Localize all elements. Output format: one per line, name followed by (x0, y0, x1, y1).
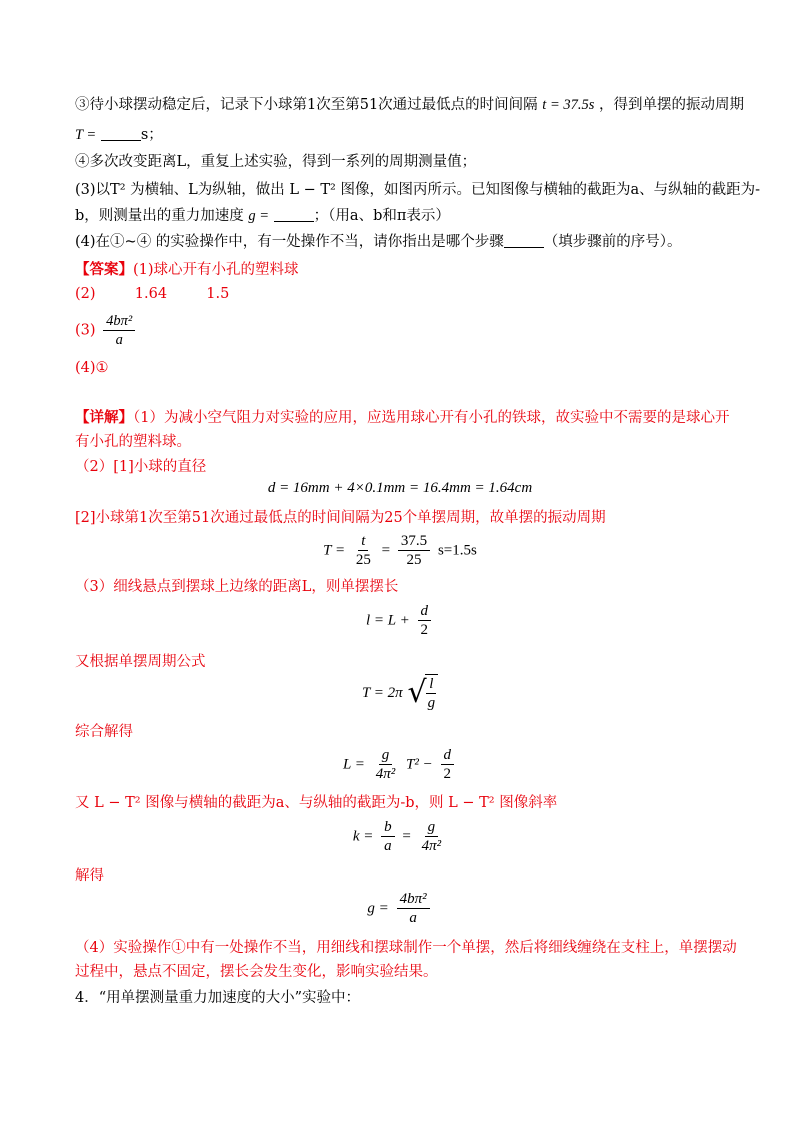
eq2-f1-den: 25 (355, 552, 371, 568)
detail-line2: 有小孔的塑料球。 (75, 434, 191, 450)
step3-unit: s； (140, 127, 163, 143)
equation-slope: k = $\frac{b}{a}$ = $\frac{g}{\text{4π²}}$ (0, 818, 800, 855)
eq2-f2-den: 25 (406, 552, 422, 568)
q3-line1: (3)以T² 为横轴、L为纵轴，做出 L − T² 图像，如图丙所示。已知图像与横轴的截距为a、与纵轴的截距为- (75, 182, 761, 198)
eq6-lhs: k = (352, 828, 374, 845)
eq6-f1-den: a (384, 838, 392, 854)
equation-length (0, 602, 800, 639)
step4-line: ④多次改变距离L，重复上述实验，得到一系列的周期测量值； (75, 154, 477, 170)
eq6-fraction-1 (381, 818, 395, 855)
step3-line2 (75, 125, 163, 145)
q4-text-a: (4)在①~④ 的实验操作中，有一处操作不当，请你指出是哪个步骤 (75, 234, 504, 250)
q4-text-b: （填步骤前的序号）。 (543, 234, 682, 250)
eq4-num: l (426, 675, 436, 694)
step3-text-b: ，得到单摆的振动周期 (599, 97, 744, 113)
eq2-rhs: s=1.5s (437, 542, 477, 559)
eq5-f1-num: g (379, 746, 393, 765)
eq2-f1-num: t (358, 532, 368, 551)
answer-3-label: (3) (75, 322, 96, 339)
equation-pendulum (0, 674, 800, 712)
eq5-fraction-1 (373, 746, 399, 783)
g-symbol: g = (248, 208, 270, 224)
eq3-lhs: l = L + (365, 612, 410, 629)
eq6-f1-num: b (381, 818, 395, 837)
sqrt-symbol: √ $\frac{l}{g}$ (407, 674, 438, 712)
answer-3-denominator: a (115, 332, 123, 348)
eq6-fraction-2 (419, 818, 445, 855)
detail-line1 (75, 408, 729, 428)
detail-line3: （2）[1]小球的直径 (75, 459, 207, 475)
eq3-num: d (418, 602, 432, 621)
q3-text-a: b，则测量出的重力加速度 (75, 208, 244, 224)
step3-text-a: ③待小球摆动稳定后，记录下小球第1次至第51次通过最低点的时间间隔 (75, 97, 538, 113)
answer-3-numerator: 4bπ² (103, 312, 135, 331)
period-symbol: T = (75, 127, 97, 143)
answer-line4: (4)① (75, 360, 109, 376)
eq4-fraction (425, 674, 439, 712)
eq2-lhs: T = (323, 542, 346, 559)
eq5-f2-num: d (441, 746, 455, 765)
equation-g (0, 890, 800, 927)
eq5-lhs: L = (342, 756, 365, 773)
equation-diameter: d = 16mm + 4×0.1mm = 16.4mm = 1.64cm (267, 480, 533, 496)
time-interval: t = 37.5s (542, 97, 595, 113)
eq2-f2-num: 37.5 (398, 532, 430, 551)
q4-line (75, 232, 682, 252)
answer-3-fraction (103, 312, 135, 349)
answer-line2 (75, 284, 229, 304)
equation-period: T = $\frac{t}{25}$ = $\frac{37.5}{25}$ s=1.5s (323, 533, 477, 568)
eq4-den: g (427, 695, 436, 711)
detail-line6: 又根据单摆周期公式 (75, 654, 206, 670)
step3-line1 (75, 95, 744, 115)
eq4-lhs: T = 2π (361, 685, 403, 701)
q3-line2 (75, 206, 450, 226)
eq7-num: 4bπ² (397, 890, 430, 909)
detail-label: 【详解】 (75, 409, 133, 426)
equation-solve (0, 746, 800, 783)
eq7-fraction (397, 890, 430, 927)
period-blank[interactable] (101, 126, 141, 141)
detail-p1-text: （1）为减小空气阻力对实验的应用，应选用球心开有小孔的铁球，故实验中不需要的是球心开 (133, 410, 730, 426)
eq7-lhs: g = (367, 900, 389, 917)
answer-2-value-1: 1.64 (134, 286, 168, 302)
eq3-den: 2 (420, 622, 428, 638)
detail-line9: 解得 (75, 868, 104, 884)
detail-line11: 过程中，悬点不固定，摆长会发生变化，影响实验结果。 (75, 964, 438, 980)
step-blank[interactable] (504, 233, 544, 248)
eq6-f2-num: g (425, 818, 439, 837)
detail-line10: （4）实验操作①中有一处操作不当，用细线和摆球制作一个单摆，然后将细线缠绕在支柱上，单摆摆动 (75, 940, 737, 956)
eq6-f2-den: 4π² (421, 838, 442, 854)
detail-line7: 综合解得 (75, 724, 133, 740)
answer-2-value-2: 1.5 (206, 286, 230, 302)
eq3-fraction (418, 602, 432, 639)
eq7-den: a (409, 910, 417, 926)
eq5-mid: T² − (406, 756, 433, 773)
detail-line5: （3）细线悬点到摆球上边缘的距离L，则单摆摆长 (75, 579, 399, 595)
next-question-title: 4．“用单摆测量重力加速度的大小”实验中： (75, 990, 361, 1006)
q3-text-b: ；（用a、b和π表示） (313, 208, 450, 224)
detail-line4: [2]小球第1次至第51次通过最低点的时间间隔为25个单摆周期，故单摆的振动周期 (75, 510, 606, 526)
detail-line8: 又 L − T² 图像与横轴的截距为a、与纵轴的截距为-b，则 L − T² 图像斜率 (75, 795, 558, 811)
answer-2-label: (2) (75, 286, 96, 302)
eq5-fraction-2 (441, 746, 455, 783)
answer-label: 【答案】 (75, 261, 133, 278)
eq5-f2-den: 2 (443, 766, 452, 782)
eq5-f1-den: 4π² (375, 766, 396, 782)
answer-1: (1)球心开有小孔的塑料球 (133, 262, 299, 278)
eq2-fraction-1 (353, 532, 374, 569)
eq2-fraction-2 (398, 532, 430, 569)
answer-line1 (75, 260, 299, 280)
answer-line3 (75, 312, 138, 349)
g-blank[interactable] (274, 207, 314, 222)
